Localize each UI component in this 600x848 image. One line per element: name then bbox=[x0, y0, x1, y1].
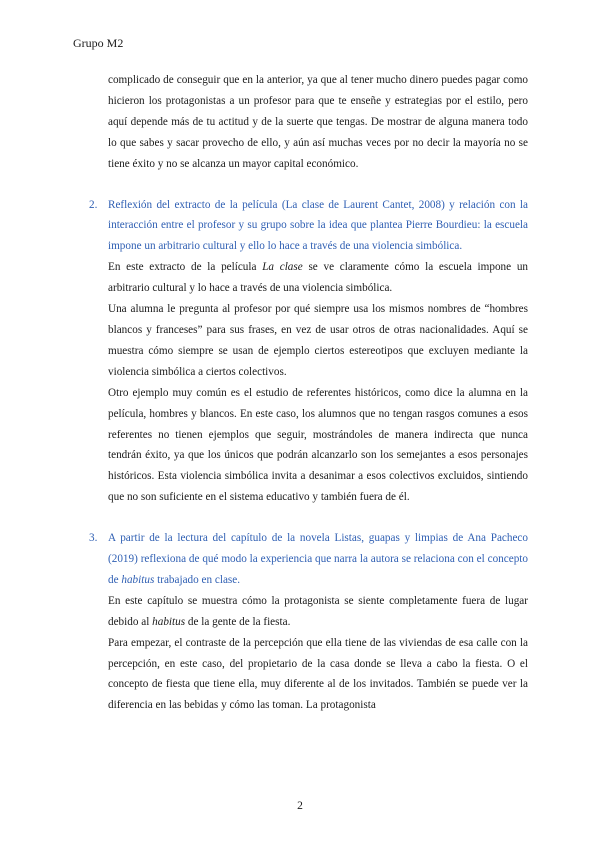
section-3-paragraph-2: Para empezar, el contraste de la percepción que ella tiene de las viviendas de esa calle con la percepción, en este caso, del propietario de la casa donde se lleva a cabo la fiesta. O el concepto de fiesta que tiene ella, muy diferente al de los invitados. También se puede ver la diferencia en las bebidas y cómo las toman. La protagonista bbox=[108, 636, 528, 712]
spacer bbox=[108, 508, 528, 528]
section-2-number: 2. bbox=[89, 198, 98, 211]
page-header: Grupo M2 bbox=[73, 36, 124, 50]
spacer bbox=[108, 175, 528, 195]
page-number: 2 bbox=[297, 800, 303, 812]
film-title: La clase bbox=[262, 261, 303, 274]
section-3-number: 3. bbox=[89, 532, 98, 545]
section-2-paragraph-3: Otro ejemplo muy común es el estudio de referentes históricos, como dice la alumna en la película, hombres y blancos. En este caso, los alumnos que no tengan rasgos comunes a esos referentes no tienen ejemplos que seguir, mostrándoles de manera indirecta que nunca tendrán éxito, ya que los únicos que podrán alcanzarlo son los semejantes a esos personajes históricos. Esta violencia simbólica invita a desanimar a esos colectivos excluidos, sintiendo que no son suficiente en el sistema educativo y también fuera de él. bbox=[108, 386, 528, 504]
habitus-term: habitus bbox=[121, 573, 155, 586]
intro-paragraph: complicado de conseguir que en la anterior, ya que al tener mucho dinero puedes pagar como hicieron los protagonistas a un profesor para que te enseñe y estrategias por el estilo, pero aquí depende más de tu actitud y de la suerte que tengas. De mostrar de alguna manera todo lo que sabes y sacar provecho de ello, y aún así muchas veces por no decir la mayoría no se tiene éxito y no se alcanza un mayor capital económico. bbox=[108, 74, 528, 170]
section-2-paragraph-2: Una alumna le pregunta al profesor por qué siempre usa los mismos nombres de “hombres blancos y franceses” para sus frases, en vez de usar otros de otras nacionalidades. Aquí se muestra cómo siempre se usan de ejemplo ciertos estereotipos que excluyen mediante la violencia simbólica a ciertos colectivos. bbox=[108, 303, 528, 378]
section-2-heading-text: Reflexión del extracto de la película (La clase de Laurent Cantet, 2008) y relación con la interacción entre el profesor y su grupo sobre la idea que plantea Pierre Bourdieu: la escuela impone un arbitrario cultural y ello lo hace a través de una violencia simbólica. bbox=[108, 198, 528, 253]
section-2-heading bbox=[89, 195, 528, 258]
section-3-paragraph-1: En este capítulo se muestra cómo la protagonista se siente completamente fuera de lugar debido al habitus de la gente de la fiesta. bbox=[108, 594, 528, 628]
habitus-term: habitus bbox=[152, 615, 186, 628]
section-2-paragraph-1: En este extracto de la película La clase se ve claramente cómo la escuela impone un arbitrario cultural y lo hace a través de una violencia simbólica. bbox=[108, 261, 529, 295]
section-3-heading: 3. A partir de la lectura del capítulo de la novela Listas, guapas y limpias de Ana Pacheco (2019) reflexiona de qué modo la experiencia que narra la autora se relaciona con el concepto de habitus trabajado en clase. bbox=[108, 528, 528, 591]
page-content bbox=[89, 70, 529, 716]
